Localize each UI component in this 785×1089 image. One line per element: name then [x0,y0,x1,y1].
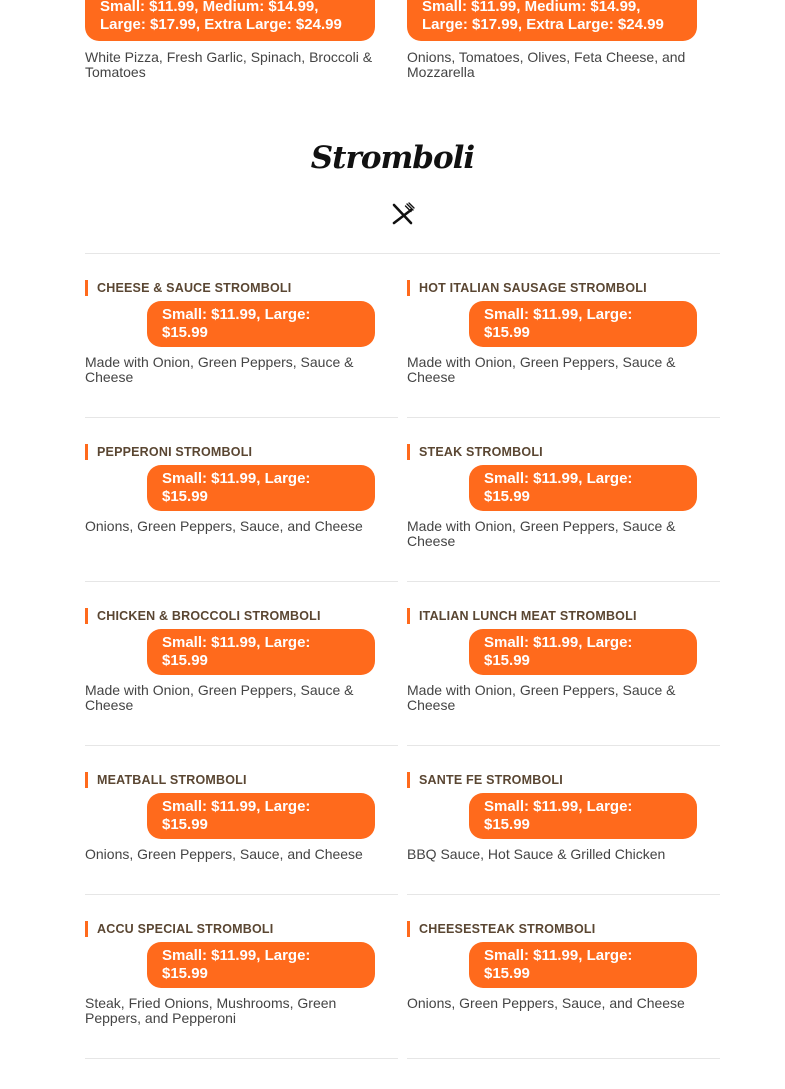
menu-item [407,444,707,549]
menu-item [85,921,385,1026]
item-name: MEATBALL STROMBOLI [85,772,385,788]
menu-item [407,921,707,1011]
menu-item [85,0,385,80]
item-description: Made with Onion, Green Peppers, Sauce & Cheese [85,682,354,713]
item-name: PEPPERONI STROMBOLI [85,444,385,460]
item-description: Onions, Tomatoes, Olives, Feta Cheese, and Mozzarella [407,49,686,80]
divider [407,417,720,418]
item-price-badge: Small: $11.99, Large: $15.99 [147,465,375,511]
item-price-badge: Small: $11.99, Large: $15.99 [469,301,697,347]
menu-item [85,444,385,534]
item-name: ACCU SPECIAL STROMBOLI [85,921,385,937]
divider [85,894,398,895]
item-price-badge: Small: $11.99, Medium: $14.99, Large: $17.99, Extra Large: $24.99 [407,0,697,41]
item-price-badge: Small: $11.99, Medium: $14.99, Large: $17.99, Extra Large: $24.99 [85,0,375,41]
item-name: ITALIAN LUNCH MEAT STROMBOLI [407,608,707,624]
menu-item [407,772,707,862]
divider [407,894,720,895]
item-price-badge: Small: $11.99, Large: $15.99 [469,465,697,511]
item-price-badge: Small: $11.99, Large: $15.99 [147,629,375,675]
divider [85,581,398,582]
menu-item [407,280,707,385]
item-name: CHEESESTEAK STROMBOLI [407,921,707,937]
item-name: CHEESE & SAUCE STROMBOLI [85,280,385,296]
item-price-badge: Small: $11.99, Large: $15.99 [469,942,697,988]
item-description: Onions, Green Peppers, Sauce, and Cheese [407,995,685,1011]
item-name: CHICKEN & BROCCOLI STROMBOLI [85,608,385,624]
item-price-badge: Small: $11.99, Large: $15.99 [469,793,697,839]
item-description: Made with Onion, Green Peppers, Sauce & Cheese [407,682,676,713]
menu-item [85,772,385,862]
item-description: Made with Onion, Green Peppers, Sauce & Cheese [407,354,676,385]
divider [85,253,720,254]
divider [407,1058,720,1059]
menu-item [85,608,385,713]
item-price-badge: Small: $11.99, Large: $15.99 [469,629,697,675]
divider [85,745,398,746]
item-price-badge: Small: $11.99, Large: $15.99 [147,301,375,347]
menu-item [85,280,385,385]
item-price-badge: Small: $11.99, Large: $15.99 [147,793,375,839]
menu-item [407,0,707,80]
item-description: Made with Onion, Green Peppers, Sauce & Cheese [85,354,354,385]
divider [407,581,720,582]
item-description: Onions, Green Peppers, Sauce, and Cheese [85,846,363,862]
item-name: STEAK STROMBOLI [407,444,707,460]
item-description: BBQ Sauce, Hot Sauce & Grilled Chicken [407,846,666,862]
section-title: Stromboli [310,140,475,176]
item-description: Steak, Fried Onions, Mushrooms, Green Peppers, and Pepperoni [85,995,337,1026]
item-description: White Pizza, Fresh Garlic, Spinach, Broccoli & Tomatoes [85,49,373,80]
item-name: HOT ITALIAN SAUSAGE STROMBOLI [407,280,707,296]
item-description: Onions, Green Peppers, Sauce, and Cheese [85,518,363,534]
fork-knife-icon [390,201,416,227]
divider [85,417,398,418]
item-description: Made with Onion, Green Peppers, Sauce & Cheese [407,518,676,549]
item-price-badge: Small: $11.99, Large: $15.99 [147,942,375,988]
item-name: SANTE FE STROMBOLI [407,772,707,788]
divider [85,1058,398,1059]
menu-item [407,608,707,713]
divider [407,745,720,746]
